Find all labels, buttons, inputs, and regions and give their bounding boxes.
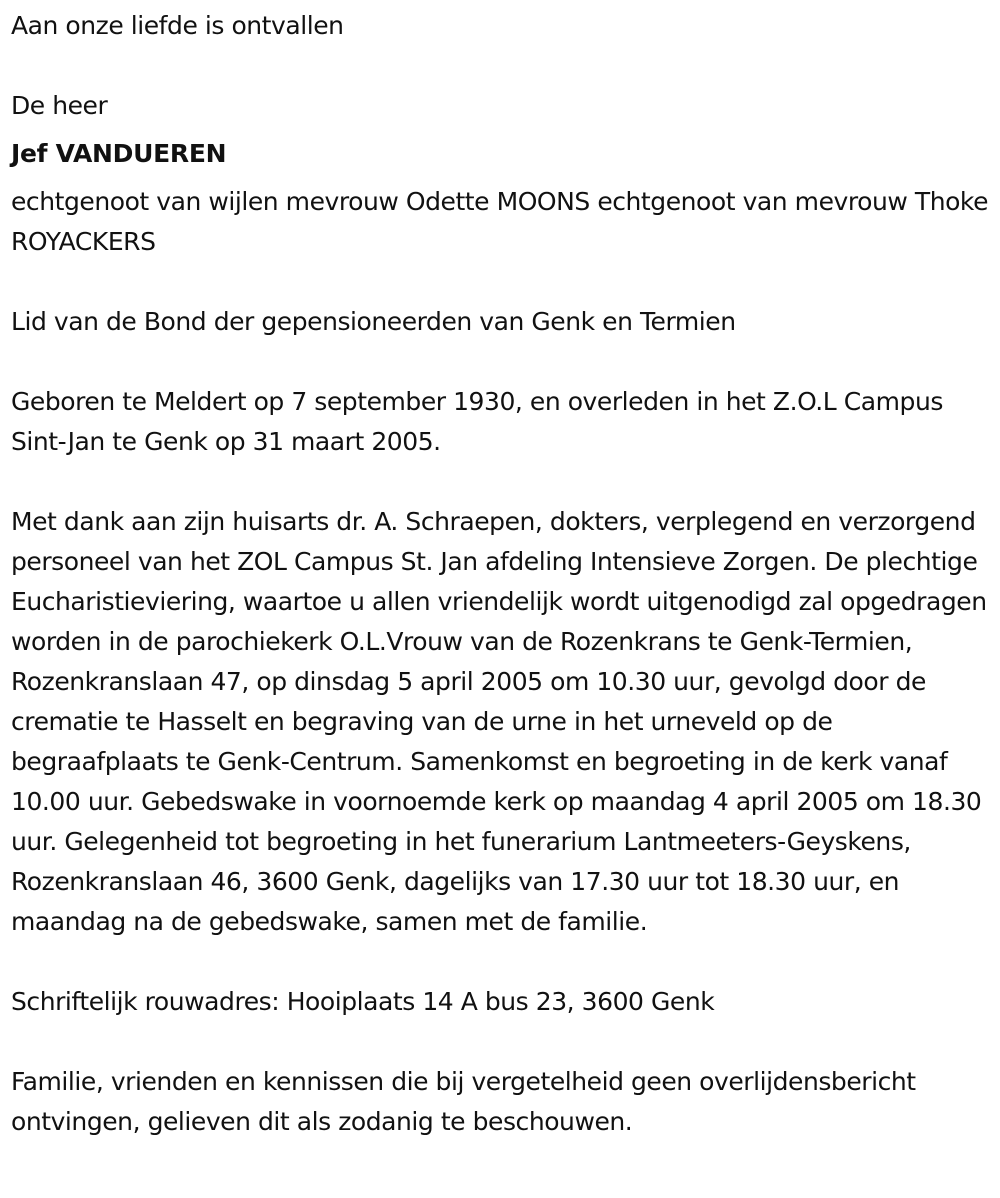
relation-text: echtgenoot van wijlen mevrouw Odette MOONS echtgenoot van mevrouw Thoke ROYACKERS bbox=[11, 187, 988, 256]
obituary-notice bbox=[11, 6, 996, 1142]
salutation: De heer bbox=[11, 91, 108, 120]
birth-death-text: Geboren te Meldert op 7 september 1930, en overleden in het Z.O.L Campus Sint-Jan te Genk op 31 maart 2005. bbox=[11, 387, 943, 456]
ceremony-text: Met dank aan zijn huisarts dr. A. Schraepen, dokters, verplegend en verzorgend personeel van het ZOL Campus St. Jan afdeling Intensieve Zorgen. De plechtige Eucharistieviering, waartoe u allen vriendelijk wordt uitgenodigd zal opgedragen worden in de parochiekerk O.L.Vrouw van de Rozenkrans te Genk-Termien, Rozenkranslaan 47, op dinsdag 5 april 2005 om 10.30 uur, gevolgd door de crematie te Hasselt en begraving van de urne in het urneveld op de begraafplaats te Genk-Centrum. Samenkomst en begroeting in de kerk vanaf 10.00 uur. Gebedswake in voornoemde kerk op maandag 4 april 2005 om 18.30 uur. Gelegenheid tot begroeting in het funerarium Lantmeeters-Geyskens, Rozenkranslaan 46, 3600 Genk, dagelijks van 17.30 uur tot 18.30 uur, en maandag na de gebedswake, samen met de familie. bbox=[11, 507, 987, 936]
closing-text: Familie, vrienden en kennissen die bij vergetelheid geen overlijdensbericht ontvingen, gelieven dit als zodanig te beschouwen. bbox=[11, 1067, 916, 1136]
deceased-name: Jef VANDUEREN bbox=[11, 139, 227, 168]
intro-line: Aan onze liefde is ontvallen bbox=[11, 11, 344, 40]
membership-text: Lid van de Bond der gepensioneerden van Genk en Termien bbox=[11, 307, 736, 336]
address-text: Schriftelijk rouwadres: Hooiplaats 14 A bus 23, 3600 Genk bbox=[11, 987, 715, 1016]
